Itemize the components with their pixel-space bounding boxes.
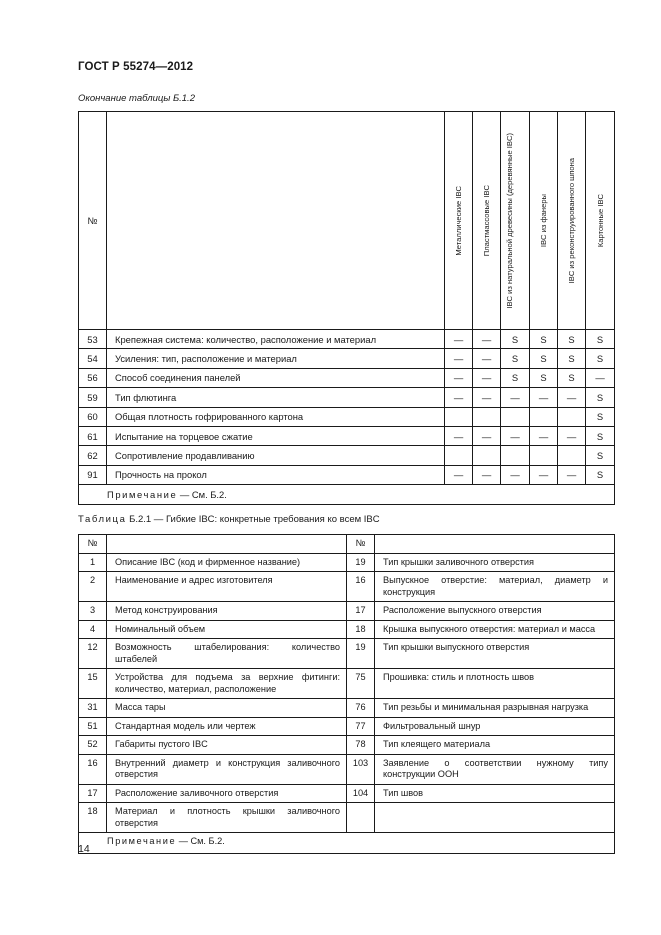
row-description: Крепежная система: количество, расположение и материал (107, 330, 445, 349)
row-value: — (445, 426, 473, 445)
row-number: 91 (79, 465, 107, 484)
row-value: S (558, 330, 586, 349)
row-value: S (558, 368, 586, 387)
row-description-left: Стандартная модель или чертеж (107, 717, 347, 736)
row-number-left: 1 (79, 553, 107, 572)
row-description: Сопротивление продавливанию (107, 446, 445, 465)
table-row (79, 572, 615, 602)
row-number-left: 17 (79, 784, 107, 803)
row-description-right: Крышка выпускного отверстия: материал и масса (375, 620, 615, 639)
row-number-right: 17 (347, 602, 375, 621)
row-number-right: 19 (347, 553, 375, 572)
row-value: — (473, 349, 501, 368)
row-description: Испытание на торцевое сжатие (107, 426, 445, 445)
table2-col-number: № (79, 535, 107, 554)
table2 (78, 534, 615, 854)
row-description-right: Фильтровальный шнур (375, 717, 615, 736)
row-number-left: 31 (79, 699, 107, 718)
note-label: Примечание (107, 836, 177, 846)
row-value (445, 446, 473, 465)
row-value: S (558, 349, 586, 368)
row-value: — (558, 465, 586, 484)
row-description-right: Заявление о соответствии нужному типу конструкции ООН (375, 754, 615, 784)
row-value (445, 407, 473, 426)
table2-note (79, 833, 615, 854)
table-row (79, 639, 615, 669)
row-value: S (586, 407, 615, 426)
table2-caption (78, 514, 380, 525)
row-description: Общая плотность гофрированного картона (107, 407, 445, 426)
row-number: 60 (79, 407, 107, 426)
table-row (79, 368, 615, 387)
table1-col-header (530, 112, 558, 330)
row-number-left: 16 (79, 754, 107, 784)
table-row (79, 553, 615, 572)
table1-col-description (107, 112, 445, 330)
row-value (530, 446, 558, 465)
table1-note-row (79, 485, 615, 505)
row-value: — (473, 368, 501, 387)
row-number-left: 12 (79, 639, 107, 669)
row-number-right: 78 (347, 736, 375, 755)
row-number-left: 15 (79, 669, 107, 699)
row-number-right: 77 (347, 717, 375, 736)
table2-header-row (79, 535, 615, 554)
page-number: 14 (78, 843, 90, 855)
row-value (558, 407, 586, 426)
column-label: Картонные IBC (595, 193, 605, 248)
row-description-right: Расположение выпускного отверстия (375, 602, 615, 621)
note-text: — См. Б.2. (177, 489, 227, 501)
table-row (79, 465, 615, 484)
table1-col-header (445, 112, 473, 330)
row-value (473, 446, 501, 465)
row-value: — (586, 368, 615, 387)
row-value: S (586, 446, 615, 465)
row-description-right: Прошивка: стиль и плотность швов (375, 669, 615, 699)
table-row (79, 784, 615, 803)
row-value: S (501, 368, 530, 387)
caption-text: Б.2.1 — Гибкие IBC: конкретные требования ко всем IBC (126, 514, 380, 525)
row-value: S (586, 388, 615, 407)
note-text: — См. Б.2. (176, 836, 225, 846)
table-row (79, 754, 615, 784)
row-number-left: 52 (79, 736, 107, 755)
table-row (79, 407, 615, 426)
row-description: Усиления: тип, расположение и материал (107, 349, 445, 368)
table2-body (79, 553, 615, 854)
row-value: — (473, 330, 501, 349)
row-description-left: Номинальный объем (107, 620, 347, 639)
row-number-right: 16 (347, 572, 375, 602)
row-value: — (473, 388, 501, 407)
table1-header-row (79, 112, 615, 330)
row-description-left: Метод конструирования (107, 602, 347, 621)
table2-note-row (79, 833, 615, 854)
row-value: — (501, 388, 530, 407)
table1-col-header (586, 112, 615, 330)
row-value: — (473, 465, 501, 484)
row-value: — (445, 330, 473, 349)
table-row (79, 669, 615, 699)
row-value (501, 407, 530, 426)
row-description: Способ соединения панелей (107, 368, 445, 387)
row-description-right: Тип клеящего материала (375, 736, 615, 755)
table-row (79, 717, 615, 736)
table-row (79, 330, 615, 349)
table2-col-number: № (347, 535, 375, 554)
row-number-right: 19 (347, 639, 375, 669)
table1-col-number: № (79, 112, 107, 330)
row-value: — (445, 465, 473, 484)
table2-col-description (375, 535, 615, 554)
row-value (558, 446, 586, 465)
row-description: Прочность на прокол (107, 465, 445, 484)
row-description-left: Расположение заливочного отверстия (107, 784, 347, 803)
row-description-left: Устройства для подъема за верхние фитинги: количество, материал, расположение (107, 669, 347, 699)
row-description-left: Габариты пустого IBC (107, 736, 347, 755)
row-number: 62 (79, 446, 107, 465)
row-number-right: 104 (347, 784, 375, 803)
row-description-left: Внутренний диаметр и конструкция заливочного отверстия (107, 754, 347, 784)
row-value: — (473, 426, 501, 445)
table-row (79, 349, 615, 368)
note-label: Примечание (107, 489, 178, 501)
column-label: IBC из реконструированного шпона (567, 157, 576, 284)
table1-col-header (501, 112, 530, 330)
table1-col-header (558, 112, 586, 330)
row-value: — (445, 368, 473, 387)
row-number-right: 18 (347, 620, 375, 639)
row-number-right: 75 (347, 669, 375, 699)
row-value: — (558, 388, 586, 407)
row-description-left: Масса тары (107, 699, 347, 718)
table-row (79, 803, 615, 833)
row-value (530, 407, 558, 426)
row-number: 61 (79, 426, 107, 445)
row-description-right: Тип крышки выпускного отверстия (375, 639, 615, 669)
row-value: S (586, 349, 615, 368)
row-value: S (586, 330, 615, 349)
row-value: — (530, 465, 558, 484)
row-number: 56 (79, 368, 107, 387)
row-value: — (501, 465, 530, 484)
table1-body (79, 330, 615, 505)
row-description-left: Возможность штабелирования: количество штабелей (107, 639, 347, 669)
row-description: Тип флютинга (107, 388, 445, 407)
row-number: 53 (79, 330, 107, 349)
row-value (501, 446, 530, 465)
table-row (79, 602, 615, 621)
row-value: S (586, 465, 615, 484)
row-description-right: Выпускное отверстие: материал, диаметр и конструкция (375, 572, 615, 602)
column-label: Металлические IBC (454, 185, 463, 256)
row-number-right: 76 (347, 699, 375, 718)
row-description-left: Наименование и адрес изготовителя (107, 572, 347, 602)
row-value: — (530, 388, 558, 407)
row-description-right: Тип резьбы и минимальная разрывная нагрузка (375, 699, 615, 718)
row-number-left: 18 (79, 803, 107, 833)
table-row (79, 699, 615, 718)
table1-col-header (473, 112, 501, 330)
row-value: — (558, 426, 586, 445)
table2-col-description (107, 535, 347, 554)
table-row (79, 446, 615, 465)
row-number-right: 103 (347, 754, 375, 784)
table-row (79, 426, 615, 445)
row-number-right (347, 803, 375, 833)
column-label: IBC из натуральной древесины (деревянные IBC) (505, 132, 514, 309)
row-value: S (586, 426, 615, 445)
document-header: ГОСТ Р 55274—2012 (78, 61, 194, 73)
row-description-right: Тип крышки заливочного отверстия (375, 553, 615, 572)
table1 (78, 111, 615, 505)
table1-note (79, 485, 615, 505)
table-row (79, 736, 615, 755)
row-value: — (501, 426, 530, 445)
caption-label: Таблица (78, 514, 127, 525)
row-value: S (530, 330, 558, 349)
row-description-left: Описание IBC (код и фирменное название) (107, 553, 347, 572)
row-number: 59 (79, 388, 107, 407)
row-value: S (501, 349, 530, 368)
row-value: S (530, 349, 558, 368)
row-value: — (445, 388, 473, 407)
row-number-left: 51 (79, 717, 107, 736)
row-description-right (375, 803, 615, 833)
row-value: S (530, 368, 558, 387)
column-label: Пластмассовые IBC (482, 184, 491, 257)
table1-caption: Окончание таблицы Б.1.2 (78, 93, 195, 104)
row-number-left: 2 (79, 572, 107, 602)
row-number-left: 3 (79, 602, 107, 621)
row-number-left: 4 (79, 620, 107, 639)
row-number: 54 (79, 349, 107, 368)
table-row (79, 620, 615, 639)
row-value (473, 407, 501, 426)
row-value: — (530, 426, 558, 445)
row-value: S (501, 330, 530, 349)
row-description-left: Материал и плотность крышки заливочного отверстия (107, 803, 347, 833)
row-value: — (445, 349, 473, 368)
row-description-right: Тип швов (375, 784, 615, 803)
column-label: IBC из фанеры (539, 193, 548, 248)
table-row (79, 388, 615, 407)
